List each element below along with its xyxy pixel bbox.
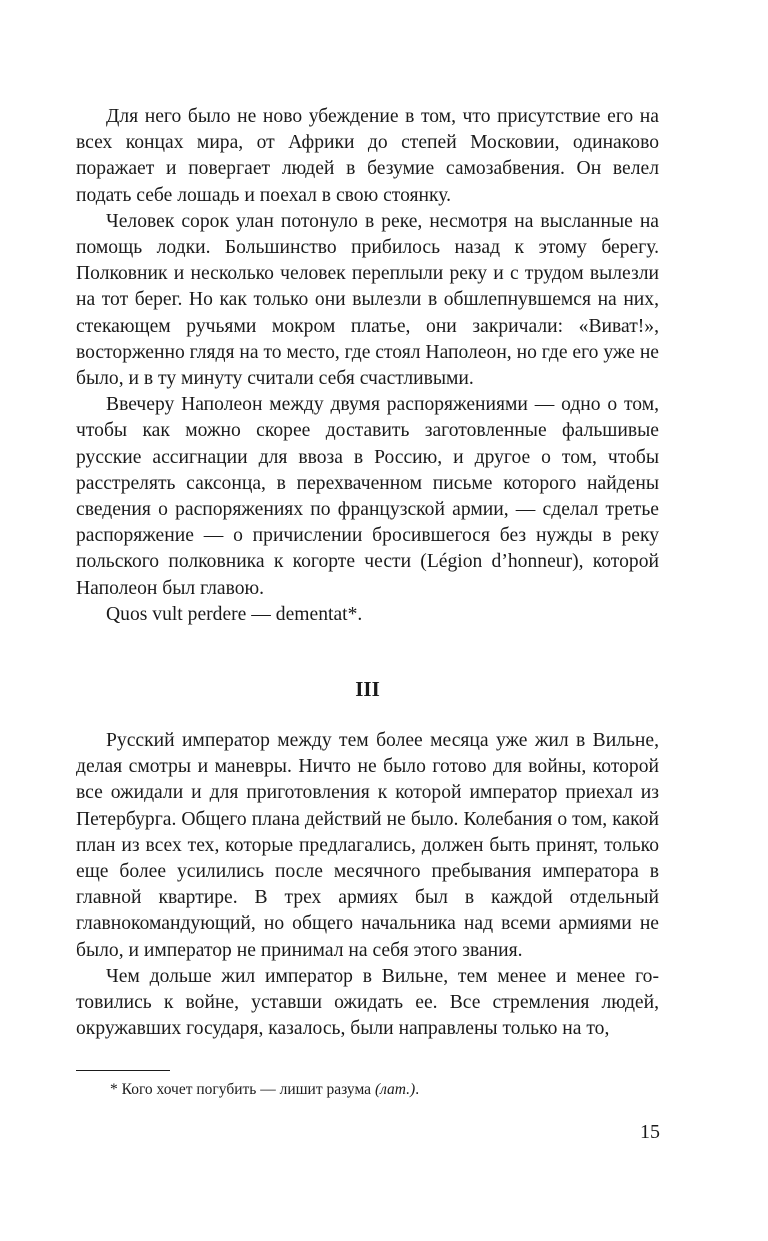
paragraph: Для него было не ново убеждение в том, что присутствие его на всех концах мира, от Африки до степей Московии, одинаково поражает и повергает людей в безумие самозабвения. Он велел подать себе лошадь и поехал в свою стоянку. xyxy=(76,106,659,206)
footnote xyxy=(110,1080,419,1100)
footnote-end: . xyxy=(415,1081,420,1098)
section-two xyxy=(76,728,659,1042)
paragraph: Русский император между тем более месяца уже жил в Вильне, делая смотры и маневры. Ничто не было готово для войны, которой все ожидали и для приготовления к которой император приехал из Петербурга. Общего плана действий не было. Колебания о том, какой план из всех тех, которые предлагались, должен быть принят, только еще более усилились после месячного пребывания императора в главной квартире. В трех армиях был в каждой отдельный главнокомандующий, но общего начальника над всеми армиями не было, и император не принимал на себя этого звания. xyxy=(76,730,659,961)
latin-quote: Quos vult perdere — dementat*. xyxy=(106,603,363,625)
chapter-heading: III xyxy=(355,677,380,701)
footnote-divider xyxy=(76,1070,170,1071)
paragraph: Чем дольше жил император в Вильне, тем менее и менее готовились к войне, уставши ожидать ее. Все стремления людей, окружавших государя, казалось, были направлены только на то, xyxy=(76,965,659,1040)
section-one xyxy=(76,104,659,628)
footnote-language-note: (лат.) xyxy=(374,1081,416,1098)
paragraph: Человек сорок улан потонуло в реке, несмотря на высланные на помощь лодки. Большинство прибилось назад к этому берегу. Полковник и несколько человек переплыли реку и с трудом вылезли на тот берег. Но как только они вылезли в обшлепнувшемся на них, стекающем ручьями мокром платье, они закричали: «Виват!», восторженно глядя на то место, где стоял Наполеон, но где его уже не было, и в ту минуту считали себя счастливыми. xyxy=(76,210,659,390)
footnote-text: * Кого хочет погубить — лишит разума xyxy=(110,1081,375,1098)
page-number: 15 xyxy=(640,1121,660,1143)
paragraph: Ввечеру Наполеон между двумя распоряжениями — одно о том, чтобы как можно скорее доставить заготовленные фальшивые русские ассигнации для ввоза в Россию, и другое о том, чтобы расстрелять саксонца, в перехваченном письме которого найдены сведения о распоряжениях по французской армии, — сделал третье распоряжение — о причислении бросившегося без нужды в реку польского полковника к когорте чести (Légion d’honneur), которой Наполеон был главою. xyxy=(76,394,659,599)
